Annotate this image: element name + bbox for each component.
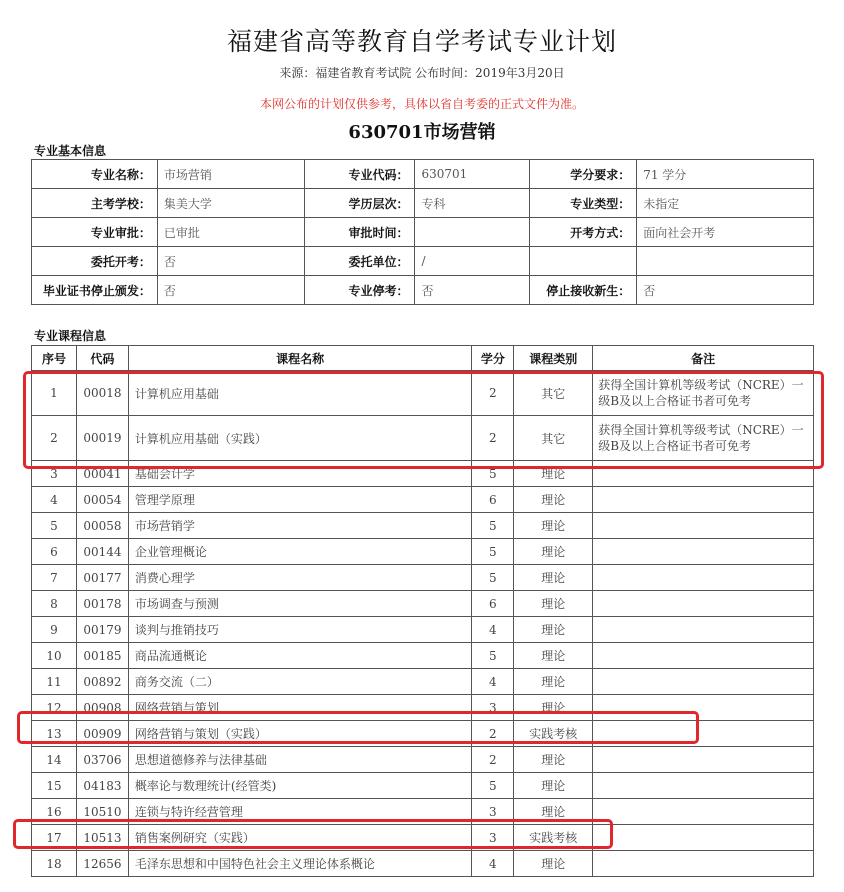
header-index: 序号 (32, 346, 77, 371)
course-code: 00058 (76, 513, 128, 539)
course-credit: 3 (472, 695, 514, 721)
course-index: 18 (32, 851, 77, 877)
course-index: 12 (32, 695, 77, 721)
course-index: 2 (32, 416, 77, 461)
course-note (593, 747, 814, 773)
course-code: 00892 (76, 669, 128, 695)
highlight-box-row-13 (17, 711, 699, 744)
course-name: 企业管理概论 (128, 539, 471, 565)
course-credit: 5 (472, 643, 514, 669)
course-note (593, 487, 814, 513)
course-index: 9 (32, 617, 77, 643)
field-value: 71 学分 (637, 160, 814, 189)
basic-info-row (32, 247, 814, 276)
course-code: 00178 (76, 591, 128, 617)
course-credit: 5 (472, 513, 514, 539)
course-type: 理论 (514, 487, 593, 513)
course-credit: 4 (472, 669, 514, 695)
course-index: 7 (32, 565, 77, 591)
course-index: 11 (32, 669, 77, 695)
course-credit: 6 (472, 487, 514, 513)
course-name: 谈判与推销技巧 (128, 617, 471, 643)
field-value: 未指定 (637, 189, 814, 218)
field-value: 专科 (415, 189, 530, 218)
course-type: 理论 (514, 565, 593, 591)
course-type: 其它 (514, 371, 593, 416)
field-label: 专业名称： (32, 160, 158, 189)
field-label: 专业审批： (32, 218, 158, 247)
course-code: 00177 (76, 565, 128, 591)
field-value: 已审批 (157, 218, 304, 247)
course-name: 毛泽东思想和中国特色社会主义理论体系概论 (128, 851, 471, 877)
table-row (32, 643, 814, 669)
course-name: 计算机应用基础 (128, 371, 471, 416)
field-label: 开考方式： (530, 218, 637, 247)
course-note (593, 825, 814, 851)
course-name: 商务交流（二） (128, 669, 471, 695)
course-type: 理论 (514, 799, 593, 825)
course-credit: 5 (472, 773, 514, 799)
course-name: 基础会计学 (128, 461, 471, 487)
field-value (637, 247, 814, 276)
table-row (32, 513, 814, 539)
header-credit: 学分 (472, 346, 514, 371)
course-type: 理论 (514, 643, 593, 669)
course-credit: 5 (472, 565, 514, 591)
highlight-box-rows-1-2 (23, 371, 824, 469)
course-credit: 5 (472, 539, 514, 565)
header-note: 备注 (593, 346, 814, 371)
course-note (593, 799, 814, 825)
course-note: 获得全国计算机等级考试（NCRE）一级B及以上合格证书者可免考 (593, 416, 814, 461)
course-credit: 2 (472, 371, 514, 416)
header-code: 代码 (76, 346, 128, 371)
header-course-name: 课程名称 (128, 346, 471, 371)
field-label: 专业类型： (530, 189, 637, 218)
major-title: 630701市场营销 (348, 122, 496, 143)
course-credit: 2 (472, 747, 514, 773)
course-code: 00041 (76, 461, 128, 487)
course-type: 理论 (514, 695, 593, 721)
course-index: 17 (32, 825, 77, 851)
course-type: 理论 (514, 773, 593, 799)
course-note (593, 773, 814, 799)
course-code: 04183 (76, 773, 128, 799)
course-type: 其它 (514, 416, 593, 461)
course-index: 14 (32, 747, 77, 773)
field-label (530, 247, 637, 276)
course-credit: 6 (472, 591, 514, 617)
course-note: 获得全国计算机等级考试（NCRE）一级B及以上合格证书者可免考 (593, 371, 814, 416)
course-note (593, 643, 814, 669)
basic-info-row (32, 189, 814, 218)
field-value: 否 (157, 276, 304, 305)
course-code: 00908 (76, 695, 128, 721)
course-table-header (32, 346, 814, 371)
field-label: 专业代码： (304, 160, 415, 189)
field-label: 主考学校： (32, 189, 158, 218)
course-type: 理论 (514, 461, 593, 487)
course-code: 10510 (76, 799, 128, 825)
course-index: 10 (32, 643, 77, 669)
field-value (415, 218, 530, 247)
course-code: 03706 (76, 747, 128, 773)
field-label: 专业停考： (304, 276, 415, 305)
course-note (593, 591, 814, 617)
table-row (32, 773, 814, 799)
course-code: 00144 (76, 539, 128, 565)
field-value: 面向社会开考 (637, 218, 814, 247)
field-label: 委托开考： (32, 247, 158, 276)
page-title: 福建省高等教育自学考试专业计划 (226, 27, 617, 56)
course-index: 16 (32, 799, 77, 825)
course-name: 连锁与特许经营管理 (128, 799, 471, 825)
course-type: 理论 (514, 513, 593, 539)
header-course-type: 课程类别 (514, 346, 593, 371)
course-name: 消费心理学 (128, 565, 471, 591)
course-note (593, 669, 814, 695)
course-index: 13 (32, 721, 77, 747)
course-credit: 2 (472, 721, 514, 747)
field-value: 集美大学 (157, 189, 304, 218)
course-type: 理论 (514, 747, 593, 773)
course-credit: 3 (472, 799, 514, 825)
field-value: / (415, 247, 530, 276)
table-row (32, 539, 814, 565)
disclaimer-notice: 本网公布的计划仅供参考，具体以省自考委的正式文件为准。 (259, 97, 584, 111)
course-type: 理论 (514, 591, 593, 617)
basic-info-label: 专业基本信息 (34, 144, 107, 158)
table-row (32, 851, 814, 877)
field-label: 委托单位： (304, 247, 415, 276)
field-value: 630701 (415, 160, 530, 189)
course-name: 概率论与数理统计(经管类) (128, 773, 471, 799)
course-code: 00018 (76, 371, 128, 416)
course-type: 理论 (514, 669, 593, 695)
course-note (593, 539, 814, 565)
field-label: 停止接收新生： (530, 276, 637, 305)
course-code: 00019 (76, 416, 128, 461)
table-row (32, 565, 814, 591)
course-index: 4 (32, 487, 77, 513)
course-name: 市场调查与预测 (128, 591, 471, 617)
course-index: 6 (32, 539, 77, 565)
course-type: 理论 (514, 617, 593, 643)
field-label: 审批时间： (304, 218, 415, 247)
course-note (593, 851, 814, 877)
course-code: 00909 (76, 721, 128, 747)
table-row (32, 617, 814, 643)
course-index: 15 (32, 773, 77, 799)
course-type: 理论 (514, 851, 593, 877)
course-index: 5 (32, 513, 77, 539)
course-name: 管理学原理 (128, 487, 471, 513)
course-index: 3 (32, 461, 77, 487)
field-label: 毕业证书停止颁发： (32, 276, 158, 305)
course-name: 网络营销与策划 (128, 695, 471, 721)
course-index: 8 (32, 591, 77, 617)
basic-info-table (31, 159, 814, 305)
course-info-label: 专业课程信息 (34, 329, 107, 343)
highlight-box-row-17 (13, 819, 613, 849)
course-credit: 2 (472, 416, 514, 461)
course-code: 00179 (76, 617, 128, 643)
course-name: 商品流通概论 (128, 643, 471, 669)
basic-info-row (32, 160, 814, 189)
course-code: 00054 (76, 487, 128, 513)
course-name: 市场营销学 (128, 513, 471, 539)
table-row (32, 487, 814, 513)
course-name: 网络营销与策划（实践） (128, 721, 471, 747)
course-type: 实践考核 (514, 721, 593, 747)
source-line: 来源：福建省教育考试院 公布时间：2019年3月20日 (279, 66, 565, 80)
course-credit: 3 (472, 825, 514, 851)
field-label: 学历层次： (304, 189, 415, 218)
course-code: 00185 (76, 643, 128, 669)
course-note (593, 617, 814, 643)
table-row (32, 591, 814, 617)
course-note (593, 513, 814, 539)
course-credit: 5 (472, 461, 514, 487)
course-credit: 4 (472, 617, 514, 643)
course-code: 10513 (76, 825, 128, 851)
field-label: 学分要求： (530, 160, 637, 189)
table-row (32, 747, 814, 773)
table-row (32, 669, 814, 695)
basic-info-row (32, 218, 814, 247)
basic-info-row (32, 276, 814, 305)
course-type: 实践考核 (514, 825, 593, 851)
course-name: 销售案例研究（实践） (128, 825, 471, 851)
field-value: 否 (637, 276, 814, 305)
course-note (593, 565, 814, 591)
field-value: 否 (415, 276, 530, 305)
field-value: 市场营销 (157, 160, 304, 189)
course-type: 理论 (514, 539, 593, 565)
course-name: 计算机应用基础（实践） (128, 416, 471, 461)
field-value: 否 (157, 247, 304, 276)
course-index: 1 (32, 371, 77, 416)
course-credit: 4 (472, 851, 514, 877)
course-name: 思想道德修养与法律基础 (128, 747, 471, 773)
course-code: 12656 (76, 851, 128, 877)
